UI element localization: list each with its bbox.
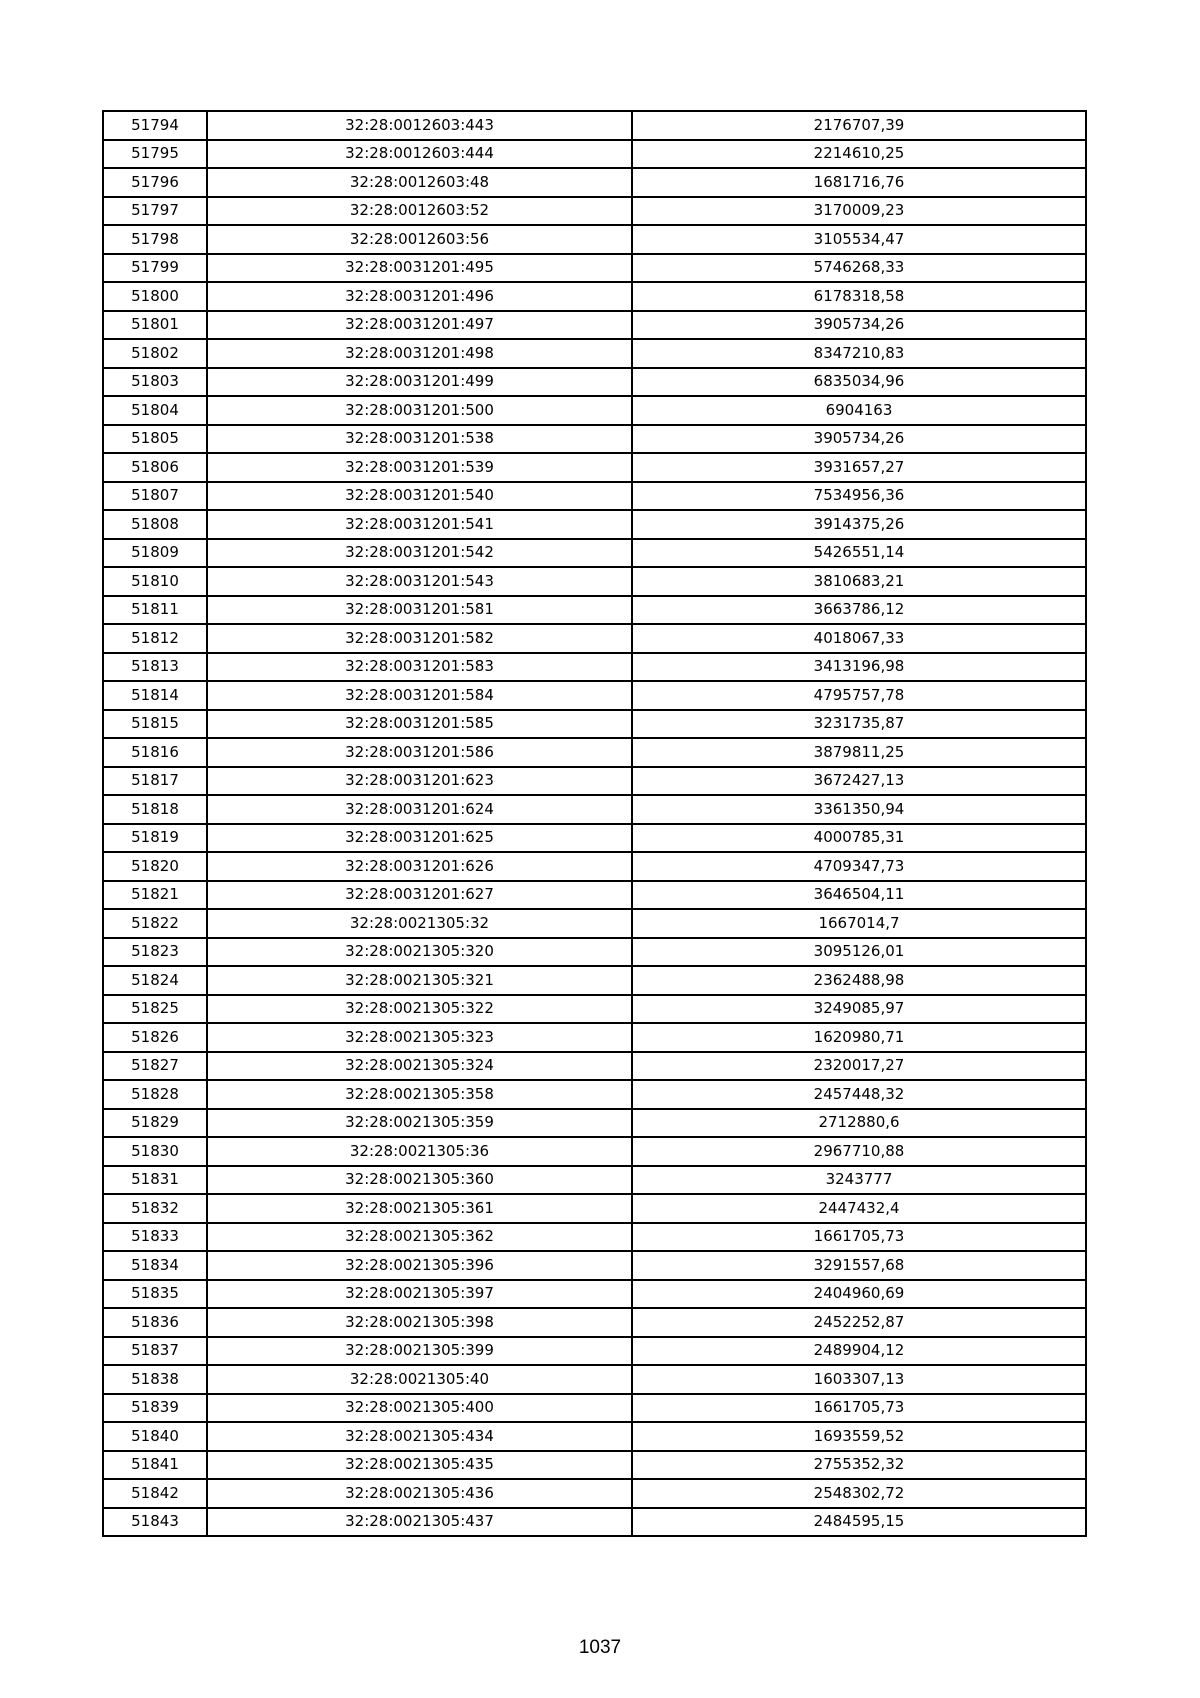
cadastral-number-cell: 32:28:0021305:32 — [207, 909, 632, 938]
table-row — [103, 852, 1086, 881]
value-cell: 2457448,32 — [632, 1080, 1086, 1109]
row-number-cell: 51810 — [103, 567, 207, 596]
row-number-cell: 51799 — [103, 254, 207, 283]
table-row — [103, 881, 1086, 910]
row-number-cell: 51821 — [103, 881, 207, 910]
row-number-cell: 51813 — [103, 653, 207, 682]
value-cell: 7534956,36 — [632, 482, 1086, 511]
cadastral-number-cell: 32:28:0031201:623 — [207, 767, 632, 796]
cadastral-number-cell: 32:28:0021305:322 — [207, 995, 632, 1024]
row-number-cell: 51827 — [103, 1052, 207, 1081]
row-number-cell: 51828 — [103, 1080, 207, 1109]
row-number-cell: 51809 — [103, 539, 207, 568]
table-row — [103, 1451, 1086, 1480]
table-row — [103, 710, 1086, 739]
cadastral-number-cell: 32:28:0021305:360 — [207, 1166, 632, 1195]
value-cell: 4000785,31 — [632, 824, 1086, 853]
row-number-cell: 51807 — [103, 482, 207, 511]
table-row — [103, 140, 1086, 169]
cadastral-number-cell: 32:28:0012603:48 — [207, 168, 632, 197]
table-row — [103, 311, 1086, 340]
value-cell: 2214610,25 — [632, 140, 1086, 169]
row-number-cell: 51832 — [103, 1194, 207, 1223]
table-row — [103, 510, 1086, 539]
value-cell: 3646504,11 — [632, 881, 1086, 910]
value-cell: 1693559,52 — [632, 1422, 1086, 1451]
value-cell: 4709347,73 — [632, 852, 1086, 881]
table-row — [103, 1365, 1086, 1394]
table-row — [103, 1394, 1086, 1423]
row-number-cell: 51795 — [103, 140, 207, 169]
cadastral-number-cell: 32:28:0031201:497 — [207, 311, 632, 340]
row-number-cell: 51796 — [103, 168, 207, 197]
row-number-cell: 51817 — [103, 767, 207, 796]
value-cell: 3931657,27 — [632, 453, 1086, 482]
value-cell: 3663786,12 — [632, 596, 1086, 625]
cadastral-number-cell: 32:28:0021305:358 — [207, 1080, 632, 1109]
row-number-cell: 51831 — [103, 1166, 207, 1195]
value-cell: 5426551,14 — [632, 539, 1086, 568]
value-cell: 2712880,6 — [632, 1109, 1086, 1138]
table-row — [103, 1052, 1086, 1081]
table-row — [103, 425, 1086, 454]
row-number-cell: 51825 — [103, 995, 207, 1024]
value-cell: 2484595,15 — [632, 1508, 1086, 1537]
table-row — [103, 624, 1086, 653]
row-number-cell: 51812 — [103, 624, 207, 653]
value-cell: 3905734,26 — [632, 311, 1086, 340]
table-row — [103, 738, 1086, 767]
value-cell: 2489904,12 — [632, 1337, 1086, 1366]
value-cell: 3672427,13 — [632, 767, 1086, 796]
value-cell: 6904163 — [632, 396, 1086, 425]
value-cell: 3231735,87 — [632, 710, 1086, 739]
row-number-cell: 51804 — [103, 396, 207, 425]
cadastral-number-cell: 32:28:0021305:396 — [207, 1251, 632, 1280]
table-row — [103, 653, 1086, 682]
cadastral-number-cell: 32:28:0031201:585 — [207, 710, 632, 739]
value-cell: 3170009,23 — [632, 197, 1086, 226]
value-cell: 1667014,7 — [632, 909, 1086, 938]
cadastral-number-cell: 32:28:0021305:362 — [207, 1223, 632, 1252]
cadastral-number-cell: 32:28:0021305:436 — [207, 1479, 632, 1508]
cadastral-number-cell: 32:28:0021305:400 — [207, 1394, 632, 1423]
cadastral-number-cell: 32:28:0031201:584 — [207, 681, 632, 710]
value-cell: 2967710,88 — [632, 1137, 1086, 1166]
table-row — [103, 168, 1086, 197]
cadastral-number-cell: 32:28:0031201:625 — [207, 824, 632, 853]
table-row — [103, 282, 1086, 311]
cadastral-number-cell: 32:28:0031201:541 — [207, 510, 632, 539]
row-number-cell: 51818 — [103, 795, 207, 824]
table-row — [103, 1251, 1086, 1280]
cadastral-number-cell: 32:28:0021305:321 — [207, 966, 632, 995]
table-row — [103, 909, 1086, 938]
table-row — [103, 1080, 1086, 1109]
table-row — [103, 225, 1086, 254]
value-cell: 2447432,4 — [632, 1194, 1086, 1223]
cadastral-number-cell: 32:28:0021305:323 — [207, 1023, 632, 1052]
row-number-cell: 51823 — [103, 938, 207, 967]
cadastral-number-cell: 32:28:0031201:626 — [207, 852, 632, 881]
cadastral-number-cell: 32:28:0021305:434 — [207, 1422, 632, 1451]
row-number-cell: 51843 — [103, 1508, 207, 1537]
table-row — [103, 966, 1086, 995]
row-number-cell: 51794 — [103, 111, 207, 140]
cadastral-number-cell: 32:28:0021305:437 — [207, 1508, 632, 1537]
table-row — [103, 938, 1086, 967]
table-row — [103, 197, 1086, 226]
value-cell: 3413196,98 — [632, 653, 1086, 682]
cadastral-number-cell: 32:28:0021305:435 — [207, 1451, 632, 1480]
row-number-cell: 51816 — [103, 738, 207, 767]
row-number-cell: 51834 — [103, 1251, 207, 1280]
row-number-cell: 51814 — [103, 681, 207, 710]
value-cell: 2320017,27 — [632, 1052, 1086, 1081]
value-cell: 1661705,73 — [632, 1394, 1086, 1423]
row-number-cell: 51822 — [103, 909, 207, 938]
row-number-cell: 51805 — [103, 425, 207, 454]
table-row — [103, 1223, 1086, 1252]
table-row — [103, 339, 1086, 368]
cadastral-number-cell: 32:28:0031201:583 — [207, 653, 632, 682]
table-row — [103, 824, 1086, 853]
table-row — [103, 1479, 1086, 1508]
value-cell: 4795757,78 — [632, 681, 1086, 710]
cadastral-number-cell: 32:28:0012603:56 — [207, 225, 632, 254]
row-number-cell: 51835 — [103, 1280, 207, 1309]
value-cell: 3105534,47 — [632, 225, 1086, 254]
value-cell: 2548302,72 — [632, 1479, 1086, 1508]
row-number-cell: 51842 — [103, 1479, 207, 1508]
value-cell: 3879811,25 — [632, 738, 1086, 767]
row-number-cell: 51811 — [103, 596, 207, 625]
cadastral-number-cell: 32:28:0021305:36 — [207, 1137, 632, 1166]
value-cell: 3243777 — [632, 1166, 1086, 1195]
cadastral-number-cell: 32:28:0012603:52 — [207, 197, 632, 226]
value-cell: 3914375,26 — [632, 510, 1086, 539]
table-body — [103, 111, 1086, 1536]
table-row — [103, 681, 1086, 710]
cadastral-number-cell: 32:28:0031201:500 — [207, 396, 632, 425]
table-row — [103, 1508, 1086, 1537]
cadastral-number-cell: 32:28:0021305:399 — [207, 1337, 632, 1366]
cadastral-number-cell: 32:28:0031201:624 — [207, 795, 632, 824]
row-number-cell: 51801 — [103, 311, 207, 340]
table-row — [103, 368, 1086, 397]
data-table — [102, 110, 1087, 1537]
cadastral-number-cell: 32:28:0031201:538 — [207, 425, 632, 454]
cadastral-number-cell: 32:28:0031201:498 — [207, 339, 632, 368]
cadastral-number-cell: 32:28:0031201:627 — [207, 881, 632, 910]
table-row — [103, 767, 1086, 796]
table-row — [103, 567, 1086, 596]
row-number-cell: 51798 — [103, 225, 207, 254]
table-row — [103, 596, 1086, 625]
value-cell: 2362488,98 — [632, 966, 1086, 995]
table-row — [103, 995, 1086, 1024]
value-cell: 8347210,83 — [632, 339, 1086, 368]
cadastral-number-cell: 32:28:0012603:444 — [207, 140, 632, 169]
value-cell: 1681716,76 — [632, 168, 1086, 197]
table-row — [103, 1194, 1086, 1223]
value-cell: 5746268,33 — [632, 254, 1086, 283]
value-cell: 3291557,68 — [632, 1251, 1086, 1280]
table-row — [103, 1166, 1086, 1195]
value-cell: 3095126,01 — [632, 938, 1086, 967]
cadastral-number-cell: 32:28:0021305:40 — [207, 1365, 632, 1394]
cadastral-number-cell: 32:28:0021305:397 — [207, 1280, 632, 1309]
cadastral-number-cell: 32:28:0021305:324 — [207, 1052, 632, 1081]
value-cell: 6178318,58 — [632, 282, 1086, 311]
row-number-cell: 51820 — [103, 852, 207, 881]
row-number-cell: 51833 — [103, 1223, 207, 1252]
row-number-cell: 51830 — [103, 1137, 207, 1166]
cadastral-number-cell: 32:28:0021305:361 — [207, 1194, 632, 1223]
cadastral-number-cell: 32:28:0031201:499 — [207, 368, 632, 397]
cadastral-number-cell: 32:28:0031201:582 — [207, 624, 632, 653]
value-cell: 2176707,39 — [632, 111, 1086, 140]
row-number-cell: 51836 — [103, 1308, 207, 1337]
row-number-cell: 51837 — [103, 1337, 207, 1366]
table-row — [103, 1023, 1086, 1052]
cadastral-number-cell: 32:28:0031201:540 — [207, 482, 632, 511]
table-row — [103, 396, 1086, 425]
cadastral-number-cell: 32:28:0012603:443 — [207, 111, 632, 140]
cadastral-number-cell: 32:28:0031201:586 — [207, 738, 632, 767]
value-cell: 3361350,94 — [632, 795, 1086, 824]
row-number-cell: 51826 — [103, 1023, 207, 1052]
cadastral-number-cell: 32:28:0031201:495 — [207, 254, 632, 283]
row-number-cell: 51808 — [103, 510, 207, 539]
cadastral-number-cell: 32:28:0031201:543 — [207, 567, 632, 596]
row-number-cell: 51797 — [103, 197, 207, 226]
value-cell: 1620980,71 — [632, 1023, 1086, 1052]
table-row — [103, 1337, 1086, 1366]
cadastral-number-cell: 32:28:0031201:539 — [207, 453, 632, 482]
value-cell: 3249085,97 — [632, 995, 1086, 1024]
row-number-cell: 51802 — [103, 339, 207, 368]
value-cell: 2452252,87 — [632, 1308, 1086, 1337]
value-cell: 4018067,33 — [632, 624, 1086, 653]
row-number-cell: 51815 — [103, 710, 207, 739]
page-number: 1037 — [578, 1637, 622, 1658]
cadastral-number-cell: 32:28:0031201:581 — [207, 596, 632, 625]
row-number-cell: 51803 — [103, 368, 207, 397]
row-number-cell: 51806 — [103, 453, 207, 482]
cadastral-number-cell: 32:28:0031201:542 — [207, 539, 632, 568]
value-cell: 3905734,26 — [632, 425, 1086, 454]
table-row — [103, 111, 1086, 140]
row-number-cell: 51840 — [103, 1422, 207, 1451]
cadastral-number-cell: 32:28:0021305:359 — [207, 1109, 632, 1138]
table-row — [103, 1137, 1086, 1166]
table-row — [103, 1109, 1086, 1138]
table-row — [103, 453, 1086, 482]
value-cell: 3810683,21 — [632, 567, 1086, 596]
row-number-cell: 51800 — [103, 282, 207, 311]
cadastral-number-cell: 32:28:0031201:496 — [207, 282, 632, 311]
value-cell: 6835034,96 — [632, 368, 1086, 397]
row-number-cell: 51841 — [103, 1451, 207, 1480]
cadastral-number-cell: 32:28:0021305:398 — [207, 1308, 632, 1337]
table-row — [103, 1280, 1086, 1309]
value-cell: 2404960,69 — [632, 1280, 1086, 1309]
row-number-cell: 51829 — [103, 1109, 207, 1138]
table-row — [103, 1422, 1086, 1451]
value-cell: 1603307,13 — [632, 1365, 1086, 1394]
value-cell: 2755352,32 — [632, 1451, 1086, 1480]
table-row — [103, 539, 1086, 568]
table-row — [103, 482, 1086, 511]
table-row — [103, 795, 1086, 824]
row-number-cell: 51838 — [103, 1365, 207, 1394]
table-row — [103, 1308, 1086, 1337]
row-number-cell: 51819 — [103, 824, 207, 853]
cadastral-number-cell: 32:28:0021305:320 — [207, 938, 632, 967]
value-cell: 1661705,73 — [632, 1223, 1086, 1252]
row-number-cell: 51824 — [103, 966, 207, 995]
row-number-cell: 51839 — [103, 1394, 207, 1423]
table-row — [103, 254, 1086, 283]
